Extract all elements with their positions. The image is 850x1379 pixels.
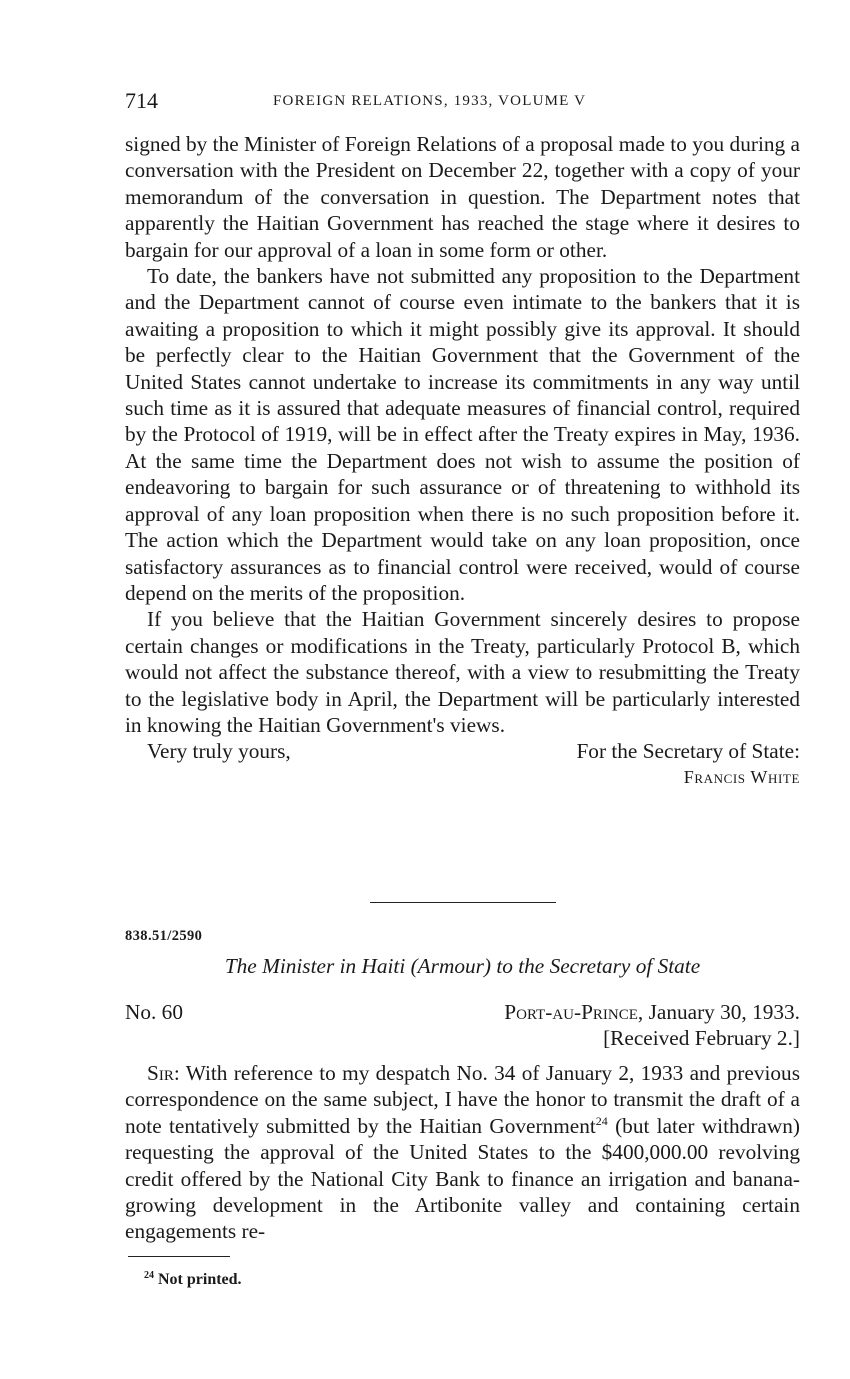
received-date: [Received February 2.] [603,1026,800,1050]
despatch-text-part1: With reference to my despatch No. 34 of January 2, 1933 and previous correspondence on the same subject, I have the honor to transmit the draft of a note tentatively submitted by the Haitian Government [125,1061,800,1138]
despatch-number: No. 60 [125,1000,183,1024]
page-header [125,88,800,116]
paragraph: To date, the bankers have not submitted any proposition to the Department and the Department cannot of course even intimate to the bankers that it is awaiting a proposition to which it might possibly give its approval. It should be perfectly clear to the Haitian Government that the Government of the United States cannot undertake to increase its commitments in any way until such time as it is assured that adequate measures of financial control, required by the Protocol of 1919, will be in effect after the Treaty expires in May, 1936. At the same time the Department does not wish to assume the position of endeavoring to bargain for such assurance or of threatening to withhold its approval of any loan proposition when there is no such proposition before it. The action which the Department would take on any loan proposition, once satisfactory assurances as to financial control were received, would of course depend on the merits of the proposition. [125,264,800,605]
despatch-text-part2: (but later withdrawn) requesting the approval of the United States to the $400,000.00 revolving credit offered by the National City Bank to finance an irrigation and banana-growing development in the Artibonite valley and containing certain engagements re- [125,1113,800,1244]
signature: Francis White [683,766,800,787]
for-secretary-line: For the Secretary of State: [576,739,800,764]
paragraph-continued: signed by the Minister of Foreign Relations of a proposal made to you during a conversation with the President on December 22, together with a copy of your memorandum of the conversation in question. The Department notes that apparently the Haitian Government has reached the stage where it desires to bargain for our approval of a loan in some form or other. [125,132,800,262]
running-head: FOREIGN RELATIONS, 1933, VOLUME V [273,93,587,109]
despatch-body [125,1060,800,1245]
document-title: The Minister in Haiti (Armour) to the Secretary of State [224,954,701,978]
paragraph: If you believe that the Haitian Government sincerely desires to propose certain changes or modifications in the Treaty, particularly Protocol B, which would not affect the substance thereof, with a view to resubmitting the Treaty to the legislative body in April, the Department will be particularly interested in knowing the Haitian Government's views. [125,607,800,737]
footnote-rule [128,1256,230,1257]
complimentary-close: Very truly yours, [147,739,291,764]
salutation: Sir: [147,1061,180,1085]
closing-row [125,738,800,764]
letter-body [125,131,800,791]
section-divider [370,902,556,903]
footnote [144,1270,242,1289]
footnote-number: 24 [144,1270,154,1281]
signature-row [125,765,800,791]
footnote-text: Not printed. [158,1271,242,1288]
page-number: 714 [125,88,158,113]
despatch-header [125,998,800,1026]
despatch-paragraph [125,1060,800,1245]
footnote-reference: 24 [595,1113,608,1128]
despatch-date: January 30, 1933. [648,1000,800,1024]
despatch-place: Port-au-Prince, [504,1000,644,1024]
file-number: 838.51/2590 [125,928,203,944]
despatch-place-date [504,998,800,1026]
